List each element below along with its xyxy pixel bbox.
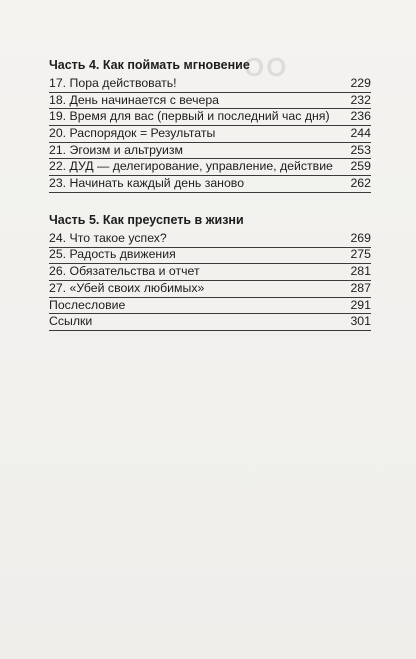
toc-entry-label: 19. Время для вас (первый и последний час дня)	[49, 109, 330, 124]
toc-entry-page: 269	[350, 230, 371, 245]
toc-entry	[49, 93, 371, 110]
toc-entry-label: 27. «Убей своих любимых»	[49, 280, 205, 295]
part-heading: Часть 4. Как поймать мгновение	[49, 58, 250, 72]
toc-entry	[49, 176, 371, 193]
toc-entry-page: 253	[350, 142, 371, 157]
toc-entry-page: 281	[350, 264, 371, 279]
toc-entry-page: 287	[350, 280, 371, 295]
toc-entry	[49, 264, 371, 281]
toc-entry	[49, 281, 371, 298]
toc-entry-page: 259	[350, 159, 371, 174]
toc-entry-label: 26. Обязательства и отчет	[49, 264, 200, 279]
toc-entry	[49, 109, 371, 126]
toc-entry-label: 21. Эгоизм и альтруизм	[49, 142, 183, 157]
section-gap	[49, 193, 371, 213]
toc-entry-label: 18. День начинается с вечера	[49, 92, 220, 107]
toc-entry-page: 229	[350, 75, 371, 90]
toc-entry-page: 244	[350, 126, 371, 141]
toc-entry-label: 23. Начинать каждый день заново	[49, 176, 245, 191]
toc-entry-label: 24. Что такое успех?	[49, 230, 167, 245]
toc-entry-page: 291	[350, 297, 371, 312]
toc-entry-page: 275	[350, 247, 371, 262]
table-of-contents	[49, 58, 371, 331]
toc-entry-label: 20. Распорядок = Результаты	[49, 126, 216, 141]
toc-entry	[49, 76, 371, 93]
toc-entry-label: 17. Пора действовать!	[49, 75, 177, 90]
toc-entry	[49, 126, 371, 143]
toc-entry	[49, 248, 371, 265]
bleed-through-decoration: ОО	[244, 52, 289, 82]
toc-entry-label: Ссылки	[49, 314, 93, 329]
toc-entry	[49, 143, 371, 160]
toc-entry-label: 22. ДУД — делегирование, управление, действие	[49, 159, 333, 174]
toc-entry	[49, 314, 371, 331]
part-heading: Часть 5. Как преуспеть в жизни	[49, 212, 244, 227]
toc-entry-label: 25. Радость движения	[49, 247, 176, 262]
toc-entry	[49, 298, 371, 315]
toc-entry-page: 262	[350, 176, 371, 191]
toc-entry-page: 232	[350, 92, 371, 107]
toc-entry-page: 236	[350, 109, 371, 124]
toc-entry-page: 301	[350, 314, 371, 329]
toc-entry	[49, 231, 371, 248]
toc-entry	[49, 159, 371, 176]
toc-entry-label: Послесловие	[49, 297, 126, 312]
